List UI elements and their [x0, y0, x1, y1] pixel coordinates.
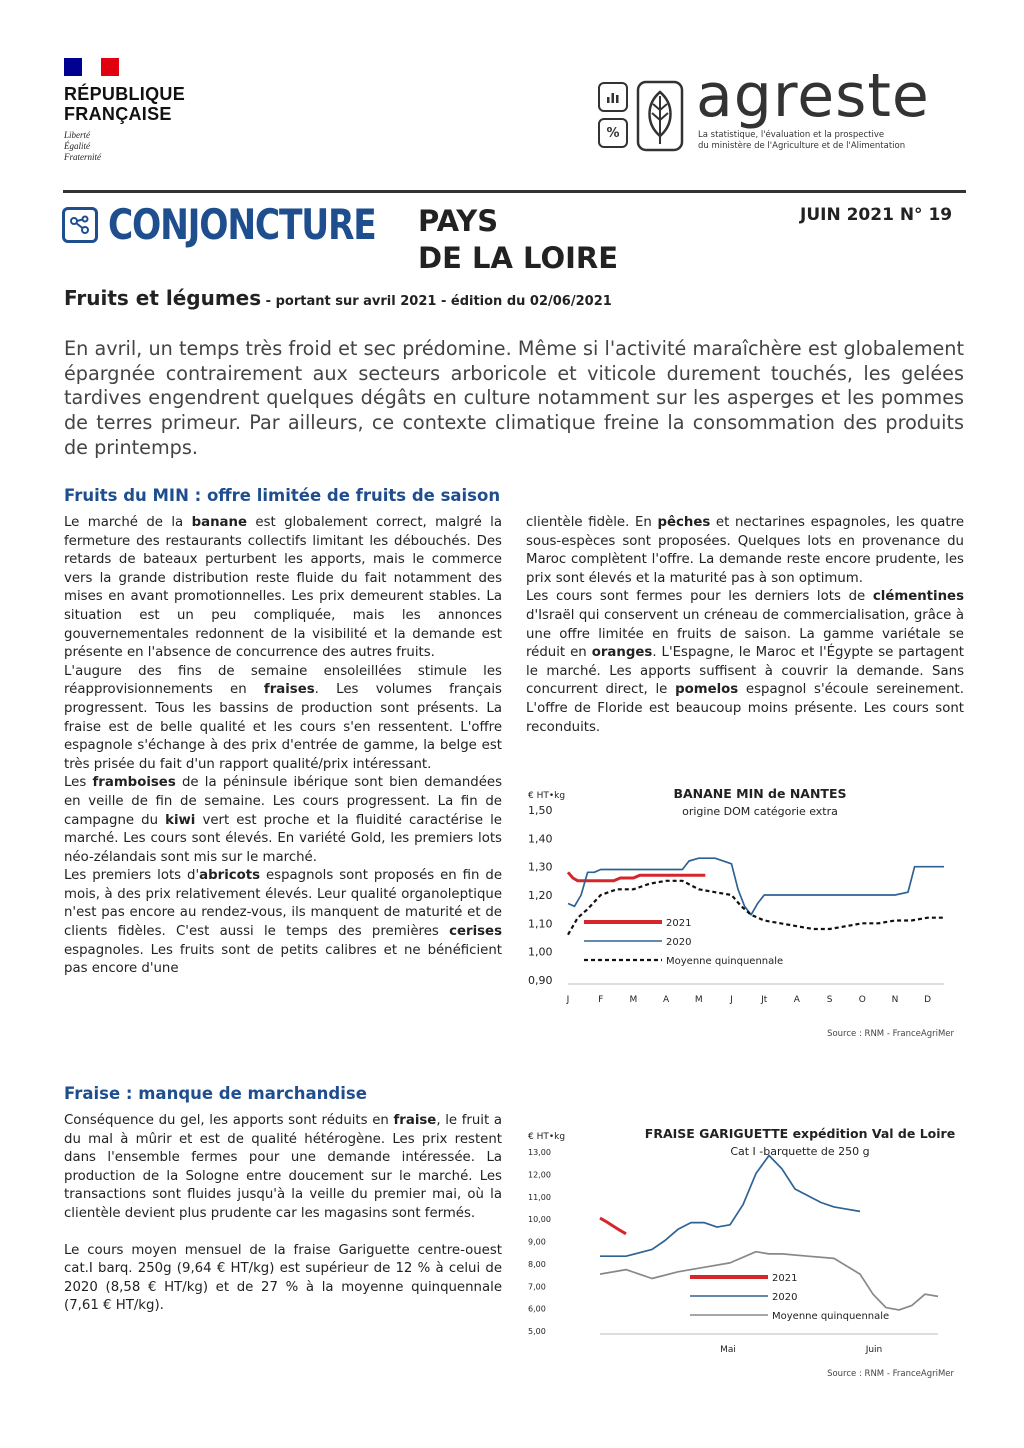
- paragraph: [64, 867, 502, 979]
- paragraph: [64, 1112, 502, 1224]
- french-flag-icon: [64, 58, 119, 76]
- series-line-2020: [568, 858, 944, 915]
- text-run: espagnoles. Les fruits sont de petits calibres et ne bénéficient pas encore d'une: [64, 942, 502, 977]
- x-tick-label: J: [566, 995, 570, 1005]
- region-line: DE LA LOIRE: [418, 241, 619, 275]
- tagline-line: du ministère de l'Agriculture et de l'Alimentation: [698, 141, 906, 151]
- y-tick-label: 1,10: [528, 917, 553, 931]
- bar-chart-icon: [598, 82, 628, 112]
- x-tick-label: O: [858, 995, 866, 1005]
- strawberry-chart-svg: [524, 1118, 964, 1384]
- text-run: . L'Espagne, le Maroc et l'Égypte se partagent le marché. Les apports suffisent à couvrir la demande. Sans concurrent direct, le: [526, 645, 964, 698]
- network-icon: [62, 207, 98, 243]
- y-tick-label: 12,00: [528, 1170, 551, 1180]
- percent-icon: %: [598, 118, 628, 148]
- chart-subtitle: Cat I -barquette de 250 g: [730, 1145, 870, 1158]
- x-tick-label: A: [663, 995, 670, 1005]
- chart-title: FRAISE GARIGUETTE expédition Val de Loire: [644, 1126, 956, 1141]
- section2-column: [64, 1112, 502, 1316]
- x-tick-label: S: [826, 995, 833, 1005]
- agreste-logo: [598, 61, 970, 160]
- x-tick-label: A: [793, 995, 800, 1005]
- leaf-icon: [636, 80, 684, 152]
- subtitle-main: Fruits et légumes: [64, 286, 262, 310]
- rf-name: [64, 84, 185, 124]
- y-axis-label: € HT•kg: [528, 791, 566, 801]
- chart-subtitle: origine DOM catégorie extra: [682, 805, 838, 818]
- section-title-fraise: Fraise : manque de marchandise: [64, 1084, 367, 1103]
- x-tick-label: Juin: [865, 1345, 883, 1355]
- section-title-fruits-min: Fruits du MIN : offre limitée de fruits de saison: [64, 486, 501, 505]
- text-run: vert est proche et la fluidité caractérise le marché. Les cours sont élevés. En variété Gold, les premiers lots néo-zélandais sont mis sur le marché.: [64, 812, 502, 865]
- republique-francaise-logo: [64, 58, 185, 163]
- product-name: framboises: [92, 775, 176, 791]
- paragraph: [64, 1242, 502, 1316]
- legend-label: 2021: [772, 1273, 798, 1284]
- paragraph: [526, 514, 964, 588]
- x-tick-label: D: [924, 995, 932, 1005]
- text-run: Conséquence du gel, les apports sont réduits en: [64, 1113, 394, 1128]
- region-line: PAYS: [418, 204, 499, 238]
- y-tick-label: 1,30: [528, 860, 553, 874]
- product-name: clémentines: [872, 589, 964, 605]
- text-run: espagnols sont proposés en fin de mois, à des prix relativement élevés. Leur qualité organoleptique n'est pas encore au rendez-vous, ils manquent de maturité et de clients fidèles. C'est aussi le temps des premières: [64, 868, 502, 940]
- legend-label: Moyenne quinquennale: [772, 1311, 890, 1322]
- paragraph: [526, 588, 964, 737]
- product-name: kiwi: [165, 812, 196, 828]
- y-axis-label: € HT•kg: [528, 1132, 566, 1142]
- rf-name-line: RÉPUBLIQUE: [64, 84, 186, 104]
- agreste-tagline: [698, 130, 905, 152]
- motto-line: Égalité: [64, 141, 90, 151]
- y-tick-label: 6,00: [528, 1304, 546, 1314]
- legend-label: 2020: [666, 937, 692, 948]
- section1-right-column: [526, 514, 964, 737]
- text-run: , le fruit a du mal à mûrir et est de qualité hétérogène. Les prix restent dans l'ensemble fermes pour une demande intéressée. La production de la Sologne entre doucement sur le marché. Les transactions sont fluides jusqu'à la veille du premier mai, où la clientèle devient plus prudente car les magasins sont fermés.: [64, 1113, 502, 1221]
- product-name: oranges: [591, 645, 653, 661]
- y-tick-label: 11,00: [528, 1192, 551, 1202]
- tagline-line: La statistique, l'évaluation et la prospective: [698, 130, 885, 140]
- x-tick-label: N: [891, 995, 899, 1005]
- chart-title: BANANE MIN de NANTES: [673, 786, 847, 801]
- motto-line: Liberté: [64, 130, 90, 140]
- banana-price-chart: [524, 778, 964, 1042]
- chart-source: Source : RNM - FranceAgriMer: [827, 1029, 954, 1039]
- y-tick-label: 10,00: [528, 1215, 551, 1225]
- rf-name-line: FRANÇAISE: [64, 104, 172, 124]
- chart-source: Source : RNM - FranceAgriMer: [827, 1369, 954, 1379]
- text-run: est globalement correct, malgré la fermeture des restaurants collectifs limitant les débouchés. Des retards de bateaux perturbent les apports, mais le commerce vers la grande distribution reste fluide du fait notamment des mises en avant promotionnelles. Les prix demeurent stables. La situation est un peu compliquée, mais les annonces gouvernementales redonnent de la visibilité et la demande est présente en l'absence de concurrence des autres fruits.: [64, 515, 502, 661]
- y-tick-label: 1,00: [528, 945, 553, 959]
- issue-date-number: JUIN 2021 N° 19: [800, 205, 953, 225]
- product-name: banane: [191, 515, 247, 530]
- agreste-wordmark: agreste: [696, 61, 930, 131]
- y-tick-label: 9,00: [528, 1237, 546, 1247]
- y-tick-label: 0,90: [528, 974, 553, 987]
- product-name: pêches: [657, 515, 711, 530]
- series-line-2021: [600, 1218, 626, 1234]
- product-name: pomelos: [675, 682, 739, 698]
- y-tick-label: 13,00: [528, 1148, 551, 1157]
- motto-line: Fraternité: [64, 152, 101, 162]
- text-run: espagnol s'écoule sereinement. L'offre de Floride est beaucoup moins présente. Les cours sont reconduits.: [526, 682, 965, 735]
- legend-label: 2020: [772, 1292, 798, 1303]
- series-line-2021: [568, 872, 705, 881]
- text-run: Les: [64, 775, 93, 791]
- strawberry-price-chart: [524, 1118, 964, 1384]
- y-tick-label: 1,40: [528, 832, 553, 846]
- x-tick-label: Jt: [761, 995, 768, 1005]
- text-run: clientèle fidèle. En: [526, 515, 658, 530]
- lead-paragraph: En avril, un temps très froid et sec prédomine. Même si l'activité maraîchère est globalement épargnée contrairement aux secteurs arboricole et viticole durement touchés, les gelées tardives engendrent quelques dégâts en culture notamment sur les asperges et les pommes de terres primeur. Par ailleurs, ce contexte climatique freine la consommation des produits de printemps.: [64, 337, 964, 459]
- x-tick-label: F: [598, 995, 604, 1005]
- text-run: Le marché de la: [64, 515, 192, 530]
- region-title: [418, 203, 618, 277]
- x-tick-label: M: [629, 995, 638, 1005]
- product-name: abricots: [199, 868, 261, 884]
- text-run: Le cours moyen mensuel de la fraise Gariguette centre-ouest cat.I barq. 250g (9,64 € HT/kg) est supérieur de 12 % à celui de 2020 (8,58 € HT/kg) et de 27 % à la moyenne quinquennale (7,61 € HT/kg).: [64, 1242, 502, 1314]
- text-run: d'Israël qui conservent un créneau de commercialisation, grâce à une offre limitée en fruits de saison. La gamme variétale se réduit en: [526, 607, 964, 661]
- product-name: cerises: [449, 924, 502, 940]
- product-name: fraises: [263, 682, 315, 698]
- paragraph: [64, 774, 502, 867]
- header-divider: [63, 190, 966, 193]
- subtitle-detail: - portant sur avril 2021 - édition du 02/06/2021: [261, 294, 612, 309]
- text-run: et nectarines espagnoles, les quatre sous-espèces sont proposées. Quelques lots en provenance du Maroc complètent l'offre. La demande reste encore prudente, les prix sont élevés et la maturité pas à son optimum.: [526, 515, 965, 586]
- product-name: fraise: [393, 1113, 437, 1128]
- series-line-moyenne-quinquennale: [600, 1252, 938, 1310]
- legend-label: 2021: [666, 918, 692, 929]
- y-tick-label: 5,00: [528, 1327, 546, 1336]
- conjoncture-title: CONJONCTURE: [108, 200, 376, 249]
- text-run: de la péninsule ibérique sont bien demandées en veille de fin de semaine. Les cours progressent. La fin de campagne du: [64, 775, 502, 828]
- agreste-icons: [598, 82, 634, 154]
- text-run: L'augure des fins de semaine ensoleillées stimule les réapprovisionnements en: [64, 663, 502, 698]
- y-tick-label: 1,50: [528, 804, 553, 817]
- x-tick-label: Mai: [720, 1345, 736, 1355]
- y-tick-label: 1,20: [528, 889, 553, 902]
- section1-left-column: [64, 514, 502, 979]
- y-tick-label: 7,00: [528, 1282, 546, 1292]
- text-run: . Les volumes français progressent. Tous les bassins de production sont présents. La fraise est de belle qualité et les cours s'en ressentent. L'offre espagnole s'échange à des prix d'entrée de gamme, la belge est très prisée du fait d'un rapport qualité/prix intéressant.: [64, 682, 502, 772]
- document-subtitle: [64, 286, 612, 310]
- paragraph: [64, 514, 502, 663]
- series-line-2020: [600, 1156, 860, 1257]
- conjoncture-banner: [62, 200, 434, 250]
- text-run: Les premiers lots d': [64, 868, 200, 884]
- y-tick-label: 8,00: [528, 1259, 546, 1269]
- legend-label: Moyenne quinquennale: [666, 956, 784, 967]
- text-run: Les cours sont fermes pour les derniers lots de: [526, 589, 873, 605]
- rf-motto: [64, 130, 185, 163]
- paragraph: [64, 663, 502, 775]
- x-tick-label: M: [694, 995, 703, 1005]
- x-tick-label: J: [730, 995, 733, 1005]
- banana-chart-svg: [524, 778, 964, 1042]
